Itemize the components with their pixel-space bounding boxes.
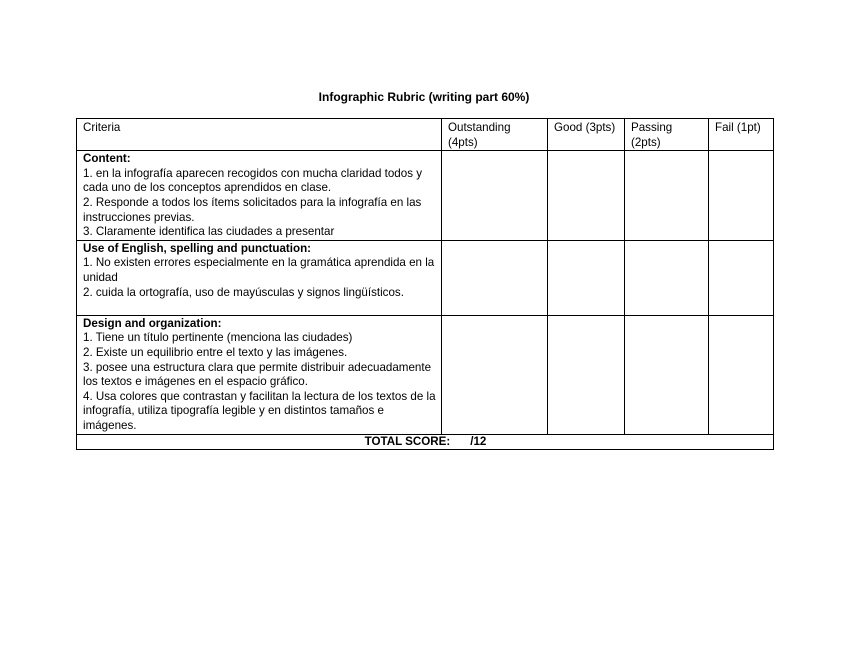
criteria-item: 3. posee una estructura clara que permite distribuir adecuadamente los textos e imágenes en el espacio gráfico. <box>83 360 432 389</box>
column-header-passing: Passing (2pts) <box>625 119 709 151</box>
criteria-cell-content <box>77 151 442 241</box>
criteria-heading: Use of English, spelling and punctuation: <box>83 241 312 255</box>
score-cell-fail <box>709 315 774 434</box>
total-row <box>77 434 774 450</box>
total-score-cell <box>77 434 774 450</box>
table-row <box>77 315 774 434</box>
table-header-row <box>77 119 774 151</box>
score-cell-outstanding <box>442 315 548 434</box>
score-cell-fail <box>709 240 774 315</box>
total-score-label: TOTAL SCORE: <box>364 434 451 448</box>
criteria-item: 1. en la infografía aparecen recogidos con mucha claridad todos y cada uno de los conceptos aprendidos en clase. <box>83 166 423 195</box>
score-cell-good <box>548 151 625 241</box>
criteria-item: 2. Responde a todos los ítems solicitados para la infografía en las instrucciones previas. <box>83 195 422 224</box>
score-cell-outstanding <box>442 151 548 241</box>
score-cell-passing <box>625 151 709 241</box>
score-cell-good <box>548 315 625 434</box>
rubric-table <box>76 118 774 450</box>
column-header-fail: Fail (1pt) <box>709 119 774 151</box>
column-header-criteria: Criteria <box>77 119 442 151</box>
score-cell-fail <box>709 151 774 241</box>
score-cell-passing <box>625 315 709 434</box>
criteria-item: 1. Tiene un título pertinente (menciona las ciudades) <box>83 331 353 345</box>
criteria-item: 3. Claramente identifica las ciudades a presentar <box>83 225 335 239</box>
criteria-item: 4. Usa colores que contrastan y facilitan la lectura de los textos de la infografía, utiliza tipografía legible y en distintos tamaños e imágenes. <box>83 389 436 432</box>
criteria-item: 2. cuida la ortografía, uso de mayúsculas y signos lingüísticos. <box>83 285 404 299</box>
column-header-outstanding: Outstanding (4pts) <box>442 119 548 151</box>
score-cell-passing <box>625 240 709 315</box>
criteria-heading: Design and organization: <box>83 316 222 330</box>
criteria-cell-design <box>77 315 442 434</box>
score-cell-good <box>548 240 625 315</box>
table-row <box>77 240 774 315</box>
page-title: Infographic Rubric (writing part 60%) <box>318 90 530 104</box>
criteria-item: 2. Existe un equilibrio entre el texto y las imágenes. <box>83 345 348 359</box>
table-row <box>77 151 774 241</box>
column-header-good: Good (3pts) <box>548 119 625 151</box>
criteria-heading: Content: <box>83 152 131 166</box>
criteria-item: 1. No existen errores especialmente en la gramática aprendida en la unidad <box>83 256 435 284</box>
total-score-value: /12 <box>470 434 487 448</box>
score-cell-outstanding <box>442 240 548 315</box>
criteria-cell-english <box>77 240 442 315</box>
